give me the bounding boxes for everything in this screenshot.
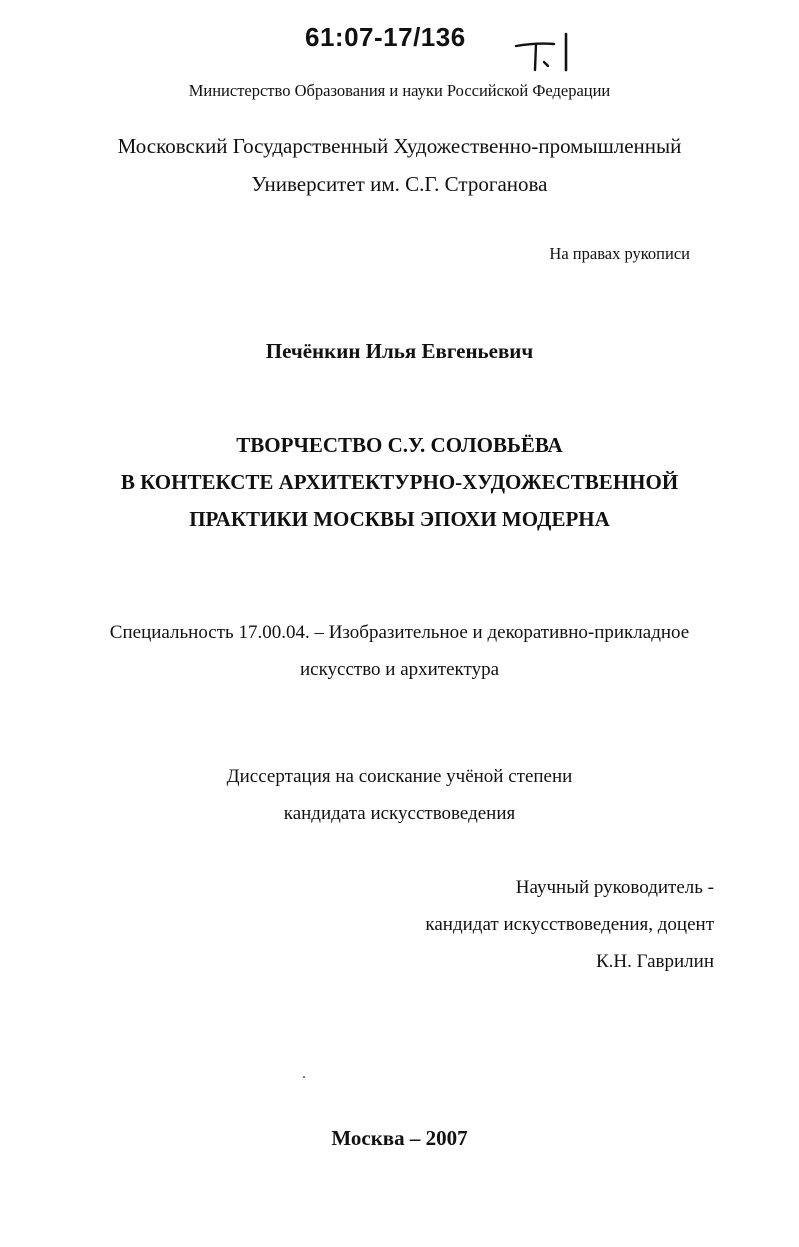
- handwritten-volume-note: [508, 28, 588, 83]
- specialty-line: Специальность 17.00.04. – Изобразительное и декоративно-прикладное: [109, 622, 690, 643]
- advisor-block: [425, 869, 714, 980]
- university-line-1: Московский Государственный Художественно-промышленный: [117, 134, 682, 158]
- title-line: В КОНТЕКСТЕ АРХИТЕКТУРНО-ХУДОЖЕСТВЕННОЙ: [120, 470, 679, 494]
- specialty-line: искусство и архитектура: [299, 659, 500, 680]
- advisor-line: К.Н. Гаврилин: [595, 951, 714, 972]
- archive-stamp-code: 61:07-17/136: [305, 22, 466, 52]
- university-line-2: Университет им. С.Г. Строганова: [251, 172, 548, 196]
- specialty-block: [0, 614, 799, 688]
- degree-line: Диссертация на соискание учёной степени: [226, 766, 573, 787]
- advisor-line: Научный руководитель -: [515, 877, 714, 898]
- rights-note: На правах рукописи: [549, 244, 690, 263]
- ministry-line: Министерство Образования и науки Российской Федерации: [188, 81, 611, 100]
- city-year: Москва – 2007: [331, 1126, 468, 1150]
- title-line: ТВОРЧЕСТВО С.У. СОЛОВЬЁВА: [236, 433, 563, 457]
- title-line: ПРАКТИКИ МОСКВЫ ЭПОХИ МОДЕРНА: [189, 507, 610, 531]
- advisor-line: кандидат искусствоведения, доцент: [425, 914, 714, 935]
- dissertation-title: [0, 427, 799, 538]
- degree-line: кандидата искусствоведения: [283, 803, 516, 824]
- degree-block: [0, 758, 799, 832]
- author-name: Печёнкин Илья Евгеньевич: [265, 339, 534, 363]
- scan-speck: [303, 1076, 305, 1078]
- handwritten-volume-mark-icon: [508, 28, 588, 78]
